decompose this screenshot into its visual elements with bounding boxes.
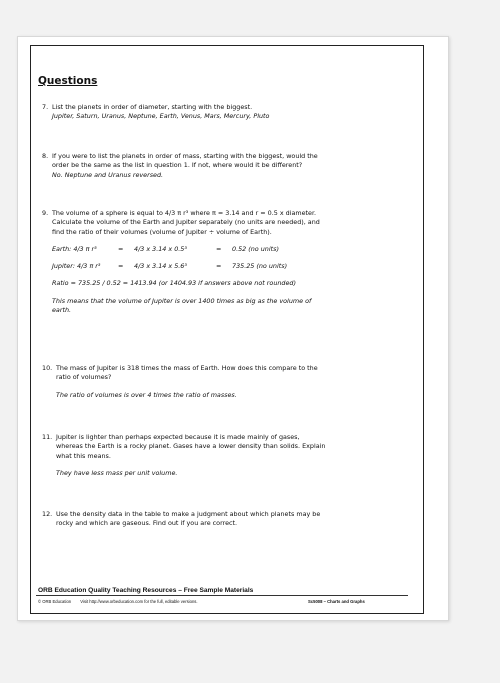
question-text: List the planets in order of diameter, starting with the biggest. xyxy=(52,103,253,111)
question-number: 8. xyxy=(42,152,49,160)
question-text-line-1: If you were to list the planets in order of mass, starting with the biggest, would the xyxy=(52,152,318,160)
equals-sign: = xyxy=(216,262,222,271)
question-number: 10. xyxy=(42,364,53,372)
question-text-line-2: order be the same as the list in question 1. If not, where would it be different? xyxy=(52,161,303,170)
footer-title: ORB Education Quality Teaching Resources – Free Sample Materials xyxy=(38,587,254,594)
footer-visit-text: Visit http://www.orbeducation.com for the full, editable versions. xyxy=(80,599,198,604)
question-text-line-1: Use the density data in the table to make a judgment about which planets may be xyxy=(56,510,321,518)
footer-credits xyxy=(38,599,198,604)
question-text-line-3: find the ratio of their volumes (volume of Jupiter ÷ volume of Earth). xyxy=(52,227,272,236)
equals-sign: = xyxy=(118,262,124,271)
question-10 xyxy=(42,364,412,400)
earth-formula: Earth: 4/3 π r³ xyxy=(52,244,97,253)
copyright-text: © ORB Education xyxy=(38,599,72,604)
page-title: Questions xyxy=(38,75,98,87)
ratio-answer: Ratio = 735.25 / 0.52 = 1413.94 (or 1404.93 if answers above not rounded) xyxy=(52,279,296,288)
question-text-line-1: Jupiter is lighter than perhaps expected because it is made mainly of gases, xyxy=(56,433,300,441)
footer-resource-code: Sc5008 – Charts and Graphs xyxy=(308,599,365,604)
question-11 xyxy=(42,433,412,478)
question-number: 11. xyxy=(42,433,53,441)
question-text-line-1: The mass of Jupiter is 318 times the mass of Earth. How does this compare to the xyxy=(56,364,318,372)
worksheet-page xyxy=(17,36,449,621)
answer-text: No. Neptune and Uranus reversed. xyxy=(52,170,164,179)
question-8 xyxy=(42,152,412,180)
equals-sign: = xyxy=(216,244,222,253)
question-text-line-2: ratio of volumes? xyxy=(56,373,112,382)
earth-calculation xyxy=(52,245,412,254)
answer-text: They have less mass per unit volume. xyxy=(56,468,178,477)
question-text-line-2: whereas the Earth is a rocky planet. Gases have a lower density than solids. Explain xyxy=(56,442,326,451)
question-number: 7. xyxy=(42,103,49,111)
question-text-line-1: The volume of a sphere is equal to 4/3 π r³ where π = 3.14 and r = 0.5 x diameter. xyxy=(52,209,317,217)
equals-sign: = xyxy=(118,244,124,253)
question-number: 9. xyxy=(42,209,49,217)
page-border xyxy=(30,45,424,614)
footer-divider xyxy=(36,595,408,596)
question-text-line-2: Calculate the volume of the Earth and Jupiter separately (no units are needed), and xyxy=(52,218,320,227)
jupiter-formula: Jupiter: 4/3 π r³ xyxy=(52,262,101,271)
question-7 xyxy=(42,103,412,122)
answer-text: The ratio of volumes is over 4 times the ratio of masses. xyxy=(56,390,237,399)
jupiter-calculation xyxy=(52,262,412,271)
conclusion-line-2: earth. xyxy=(52,306,72,315)
question-text-line-3: what this means. xyxy=(56,451,111,460)
earth-substitution: 4/3 x 3.14 x 0.5³ xyxy=(134,244,187,253)
jupiter-substitution: 4/3 x 3.14 x 5.6³ xyxy=(134,262,187,271)
question-text-line-2: rocky and which are gaseous. Find out if you are correct. xyxy=(56,519,238,528)
conclusion-line-1: This means that the volume of Jupiter is over 1400 times as big as the volume of xyxy=(52,296,312,305)
question-9 xyxy=(42,209,412,315)
question-12 xyxy=(42,510,412,529)
jupiter-result: 735.25 (no units) xyxy=(232,262,288,271)
question-number: 12. xyxy=(42,510,53,518)
earth-result: 0.52 (no units) xyxy=(232,244,279,253)
answer-text: Jupiter, Saturn, Uranus, Neptune, Earth, Venus, Mars, Mercury, Pluto xyxy=(52,112,270,121)
